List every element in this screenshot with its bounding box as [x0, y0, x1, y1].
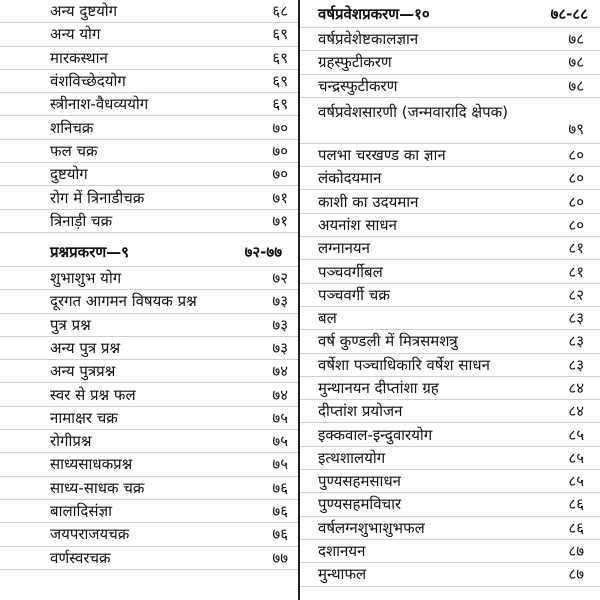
toc-entry-title: पञ्चवर्गी चक्र [318, 285, 390, 304]
toc-entry-title: अन्य योग [50, 25, 101, 44]
toc-entry [0, 140, 298, 163]
toc-entry-title: दशानयन [318, 542, 366, 561]
toc-entry [300, 377, 600, 400]
toc-entry-page: ६८ [272, 2, 288, 21]
toc-entry [300, 493, 600, 516]
left-entries-top [0, 0, 298, 233]
toc-entry-title: मुन्थानयन दीप्तांशा ग्रह [318, 379, 439, 397]
section-pages: ७२-७७ [244, 243, 282, 262]
toc-entry-page: ८० [568, 169, 584, 188]
toc-entry-page: ७४ [272, 385, 288, 404]
left-column [0, 0, 298, 570]
toc-entry-title: साध्यसाधकप्रश्न [50, 455, 133, 474]
toc-entry-title: स्त्रीनाश-वैधव्ययोग [50, 95, 149, 114]
toc-entry-title: वर्षेशा पञ्चाधिकारि वर्षेश साधन [318, 355, 490, 374]
toc-entry-title: वर्णस्वरचक्र [50, 548, 111, 567]
toc-entry [300, 28, 600, 51]
toc-entry-title: बालादिसंज्ञा [50, 502, 112, 521]
toc-entry-title: जयपराजयचक्र [50, 525, 130, 544]
section-heading [0, 239, 298, 267]
section-title: प्रश्नप्रकरण—९ [50, 243, 129, 262]
toc-entry-page: ७५ [272, 432, 288, 451]
toc-entry [0, 314, 298, 337]
toc-entry-page: ८५ [568, 472, 584, 491]
toc-entry-title: वर्षलग्नशुभाशुभफल [318, 518, 425, 537]
toc-entry [300, 51, 600, 74]
toc-entry-page: ७९ [568, 119, 584, 138]
toc-entry [300, 190, 600, 213]
toc-entry [0, 267, 298, 290]
toc-entry-page: ८७ [568, 565, 584, 584]
toc-entry-title: इक्कवाल-इन्दुवारयोग [318, 425, 433, 444]
left-entries-bottom [0, 267, 298, 570]
toc-entry-title: चन्द्रस्फुटीकरण [318, 76, 398, 95]
toc-entry-title: शनिचक्र [50, 118, 94, 137]
toc-entry-page: ६९ [272, 95, 288, 114]
toc-entry-title: स्वर से प्रश्न फल [50, 385, 136, 404]
toc-entry-title: अन्य पुत्रप्रश्न [50, 362, 116, 381]
toc-entry-page: ८० [568, 146, 584, 165]
toc-entry-page: ६९ [272, 72, 288, 91]
toc-entry-title: रोगीप्रश्न [50, 432, 92, 451]
toc-entry-page: ७७ [272, 548, 288, 567]
toc-entry-title: पुत्र प्रश्न [50, 315, 91, 334]
toc-entry [0, 116, 298, 139]
toc-entry [300, 75, 600, 98]
toc-entry [0, 360, 298, 383]
toc-entry-page: ७५ [272, 455, 288, 474]
toc-entry-title: बल [318, 309, 337, 328]
toc-entry [0, 47, 298, 70]
toc-entry [0, 290, 298, 313]
toc-entry-page: ७८ [568, 76, 584, 95]
toc-entry [300, 260, 600, 283]
toc-entry [300, 214, 600, 237]
toc-entry-title: रोग में त्रिनाडीचक्र [50, 188, 145, 207]
toc-entry [300, 330, 600, 353]
toc-entry [300, 307, 600, 330]
toc-entry [300, 470, 600, 493]
toc-entry-page: ७६ [272, 525, 288, 544]
toc-entry-title: ग्रहस्फुटीकरण [318, 53, 392, 72]
toc-entry-title: दूरगत आगमन विषयक प्रश्न [50, 292, 197, 311]
toc-entry-title: शुभाशुभ योग [50, 269, 122, 288]
toc-entry-page: ७५ [272, 408, 288, 427]
toc-entry-title: मुन्थाफल [318, 565, 367, 584]
toc-entry [0, 383, 298, 406]
toc-entry-page: ७८ [568, 53, 584, 72]
toc-entry-title: अन्य दुष्टयोग [50, 2, 118, 21]
toc-entry-page: ७१ [272, 211, 288, 230]
toc-entry [300, 237, 600, 260]
toc-entry-title: वर्षप्रवेशेष्टकालज्ञान [318, 30, 419, 49]
toc-entry-page: ८६ [568, 518, 584, 537]
toc-entry-page: ६९ [272, 25, 288, 44]
toc-entry [0, 0, 298, 23]
toc-entry-title: साध्य-साधक चक्र [50, 478, 145, 497]
toc-entry-page: ८१ [568, 262, 584, 281]
toc-entry-title: पलभा चरखण्ड का ज्ञान [318, 146, 446, 165]
toc-entry [0, 407, 298, 430]
toc-entry [300, 563, 600, 586]
toc-entry [0, 163, 298, 186]
toc-entry-title: लंकोदयमान [318, 169, 382, 188]
toc-entry-title: काशी का उदयमान [318, 192, 419, 211]
toc-entry-title: अयनांश साधन [318, 215, 397, 234]
toc-entry-page: ८२ [568, 285, 584, 304]
toc-entry-page: ७६ [272, 478, 288, 497]
toc-entry [0, 453, 298, 476]
toc-entry-title: त्रिनाड़ी चक्र [50, 211, 113, 230]
toc-entry [300, 517, 600, 540]
toc-entry [0, 523, 298, 546]
toc-entry-page: ८५ [568, 448, 584, 467]
toc-entry-page: ८० [568, 192, 584, 211]
toc-entry-page: ८५ [568, 425, 584, 444]
toc-entry [300, 400, 600, 423]
toc-entry-page: ७१ [272, 188, 288, 207]
toc-entry [0, 477, 298, 500]
toc-entry-page: ७० [272, 165, 288, 184]
toc-entry [0, 23, 298, 46]
toc-entry [300, 354, 600, 377]
toc-entry-page: ७० [272, 118, 288, 137]
toc-entry-title: इत्थशालयोग [318, 448, 386, 467]
toc-entry-page: ८० [568, 215, 584, 234]
toc-entry [0, 93, 298, 116]
toc-entry-page: ७३ [272, 292, 288, 311]
toc-entry [0, 430, 298, 453]
section-title: वर्षप्रवेशप्रकरण—१० [318, 4, 430, 23]
toc-entry [300, 144, 600, 167]
toc-entry-page: ७२ [272, 269, 288, 288]
toc-entry-title: मारकस्थान [50, 48, 108, 67]
toc-entry-page: ८३ [568, 355, 584, 374]
toc-entry [300, 447, 600, 470]
toc-entry-page: ८७ [568, 542, 584, 561]
toc-entry-page: ८६ [568, 495, 584, 514]
toc-entry-title: फल चक्र [50, 141, 98, 160]
toc-entry-page: ७३ [272, 339, 288, 357]
toc-entry [300, 167, 600, 190]
toc-entry [0, 210, 298, 233]
toc-entry-title: वंशविच्छेदयोग [50, 72, 126, 91]
toc-entry-title: पुण्यसहमविचार [318, 495, 402, 514]
toc-entry-page: ८३ [568, 332, 584, 351]
toc-entry [300, 540, 600, 563]
toc-entry-title: नामाक्षर चक्र [50, 408, 118, 427]
toc-entry [300, 423, 600, 446]
right-entries [300, 28, 600, 587]
toc-entry [300, 98, 600, 144]
toc-entry-page: ७० [272, 141, 288, 160]
toc-entry-title: दुष्टयोग [50, 165, 88, 184]
toc-entry-page: ७४ [272, 362, 288, 381]
toc-entry-page: ८३ [568, 309, 584, 328]
toc-entry-page: ७३ [272, 315, 288, 334]
toc-entry [0, 547, 298, 570]
toc-entry-title: वर्षप्रवेशसारणी (जन्मवारादि क्षेपक) [318, 102, 508, 121]
toc-entry [0, 70, 298, 93]
toc-entry [0, 337, 298, 360]
toc-entry [0, 500, 298, 523]
toc-entry-title: पञ्चवर्गीबल [318, 262, 383, 281]
toc-entry-page: ६९ [272, 48, 288, 67]
toc-entry-page: ८४ [568, 402, 584, 421]
toc-entry-title: लग्नानयन [318, 239, 370, 258]
toc-entry-page: ८४ [568, 379, 584, 397]
toc-entry [300, 284, 600, 307]
section-heading [300, 0, 600, 28]
toc-entry-title: वर्ष कुण्डली में मित्रसमशत्रु [318, 332, 458, 351]
right-column [300, 0, 600, 587]
toc-entry-page: ७६ [272, 502, 288, 521]
toc-entry [0, 186, 298, 209]
toc-entry-title: दीप्तांश प्रयोजन [318, 402, 403, 421]
toc-entry-page: ७८ [568, 30, 584, 49]
toc-entry-page: ८१ [568, 239, 584, 258]
section-pages: ७८-८८ [550, 4, 588, 23]
toc-entry-title: अन्य पुत्र प्रश्न [50, 339, 121, 357]
toc-entry-title: पुण्यसहमसाधन [318, 472, 401, 491]
